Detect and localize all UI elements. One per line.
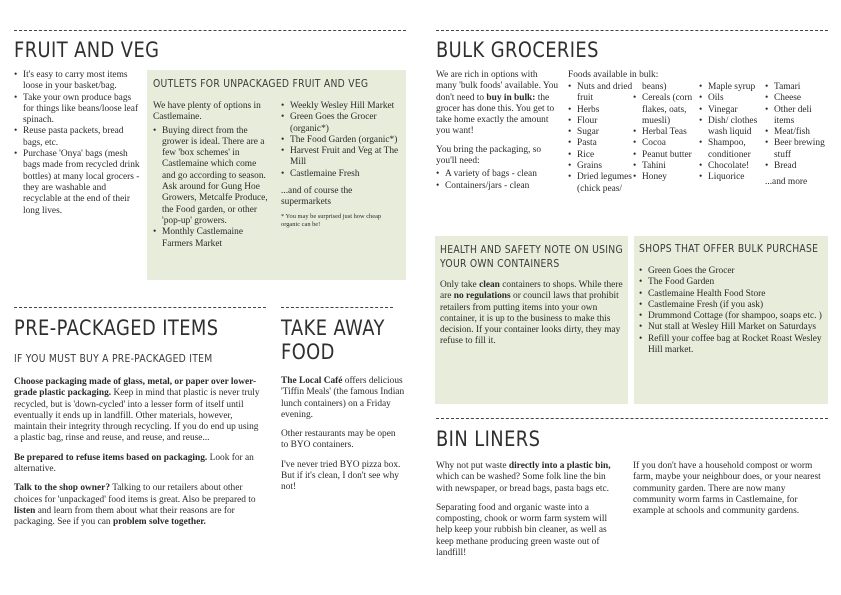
list-item: • Castlemaine Fresh bbox=[281, 169, 400, 180]
outlets-closing: ...and of course the supermarkets bbox=[281, 186, 353, 208]
outlets-right-column bbox=[281, 101, 400, 229]
section-divider bbox=[281, 307, 393, 308]
list-item: • Chocolate! bbox=[699, 161, 763, 172]
list-item: • Honey bbox=[633, 172, 697, 183]
list-item: • Green Goes the Grocer bbox=[639, 266, 822, 277]
bin-paragraph: Why not put waste directly into a plastic bin, which can be washed? Some folk line the bin with newspaper, or bread bags, pasta bags etc. bbox=[436, 461, 611, 494]
list-item: • Nut stall at Wesley Hill Market on Saturdays bbox=[639, 322, 822, 333]
bulk-foods-more: ...and more bbox=[765, 177, 808, 188]
list-item: • Harvest Fruit and Veg at The Mill bbox=[281, 146, 400, 169]
bulk-foods-label: Foods available in bulk: bbox=[568, 70, 659, 80]
bin-right-column bbox=[633, 461, 829, 517]
bulk-intro: We are rich in options with many 'bulk foods' available. You don't need to buy in bulk: the grocer has done this. You get to take home exactly the amount you want! bbox=[436, 70, 559, 137]
outlets-heading: OUTLETS FOR UNPACKAGED FRUIT AND VEG bbox=[153, 78, 369, 90]
bulk-shops-list bbox=[639, 266, 822, 356]
prepackaged-paragraph: Be prepared to refuse items based on packaging. Look for an alternative. bbox=[14, 452, 254, 475]
bin-paragraph: Separating food and organic waste into a composting, chook or worm farm system will help keep your rubbish bin cleaner, as well as keep methane producing green waste out of landfill! bbox=[436, 502, 608, 559]
list-item: • Reuse pasta packets, bread bags, etc. bbox=[14, 126, 142, 149]
list-item: • Herbal Teas bbox=[633, 127, 697, 138]
list-item-continued: beans) bbox=[642, 82, 667, 92]
bulk-bring: You bring the packaging, so you'll need: bbox=[436, 144, 542, 167]
list-item: • Castlemaine Health Food Store bbox=[639, 289, 822, 300]
list-item: • Cocoa bbox=[633, 138, 697, 149]
list-item: • Rice bbox=[568, 150, 634, 161]
outlets-footnote: * You may be surprised just how cheap organic can be! bbox=[281, 212, 382, 228]
list-item: • It's easy to carry most items loose in your basket/bag. bbox=[14, 70, 142, 93]
list-item: • Refill your coffee bag at Rocket Roast Wesley Hill market. bbox=[639, 334, 822, 357]
bulk-heading: BULK GROCERIES bbox=[436, 38, 599, 62]
list-item: • Containers/jars - clean bbox=[436, 181, 564, 192]
bulk-foods-col2 bbox=[633, 82, 697, 184]
bin-liners-heading: BIN LINERS bbox=[436, 427, 541, 451]
list-item: • Cereals (corn flakes, oats, muesli) bbox=[633, 93, 697, 127]
list-item: • The Food Garden (organic*) bbox=[281, 135, 400, 146]
list-item: • Herbs bbox=[568, 105, 634, 116]
list-item: • Dried legumes (chick peas/ bbox=[568, 172, 634, 195]
list-item: • Castlemaine Fresh (if you ask) bbox=[639, 300, 822, 311]
list-item: • Take your own produce bags for things like beans/loose leaf spinach. bbox=[14, 93, 142, 127]
bulk-intro-block bbox=[436, 70, 560, 192]
bin-paragraph: If you don't have a household compost or worm farm, maybe your neighbour does, or your nearest community garden. There are now many community worm farms in Castlemaine, for example at schools and community gardens. bbox=[633, 461, 821, 517]
list-item: • Monthly Castlemaine Farmers Market bbox=[153, 227, 269, 250]
list-item: • Bread bbox=[765, 161, 829, 172]
list-item: • Weekly Wesley Hill Market bbox=[281, 101, 400, 112]
outlets-box bbox=[147, 70, 406, 280]
list-item: • Tamari bbox=[765, 82, 829, 93]
list-item: • Peanut butter bbox=[633, 150, 697, 161]
list-item: • A variety of bags - clean bbox=[436, 169, 564, 180]
list-item: • Dish/ clothes wash liquid bbox=[699, 116, 763, 139]
list-item: • Nuts and dried fruit bbox=[568, 82, 634, 105]
list-item: • Vinegar bbox=[699, 105, 763, 116]
list-item: • The Food Garden bbox=[639, 277, 822, 288]
bulk-foods-col1 bbox=[568, 82, 634, 195]
takeaway-heading: TAKE AWAY FOOD bbox=[281, 316, 385, 364]
list-item: • Oils bbox=[699, 93, 763, 104]
takeaway-paragraph: I've never tried BYO pizza box. But if it's clean, I don't see why not! bbox=[281, 459, 401, 493]
bulk-foods-col4 bbox=[765, 82, 829, 189]
bulk-foods-col3 bbox=[699, 82, 763, 184]
list-item: • Other deli items bbox=[765, 105, 829, 128]
prepackaged-subheading: IF YOU MUST BUY A PRE-PACKAGED ITEM bbox=[14, 353, 213, 365]
takeaway-paragraph: The Local Café offers delicious 'Tiffin Meals' (the famous Indian lunch containers) on a Friday evening. bbox=[281, 376, 405, 420]
list-item: • Beer brewing stuff bbox=[765, 138, 829, 161]
health-safety-box bbox=[435, 236, 628, 404]
takeaway-body bbox=[281, 376, 405, 494]
list-item: • Buying direct from the grower is ideal. There are a few 'box schemes' in Castlemaine which come and go according to season. Ask around for Gung Hoe Growers, Metcalfe Produce, the Food garden, or other 'pop-up' growers. bbox=[153, 126, 269, 228]
list-item: • Shampoo, conditioner bbox=[699, 138, 763, 161]
prepackaged-paragraph: Choose packaging made of glass, metal, or paper over lower-grade plastic packaging. Keep in mind that plastic is never truly recycled, but is 'down-cycled' into a lesser form of itself until eventually it ends up in landfill. Other materials, however, maintain their integrity through recycling. If you do end up using a plastic bag, rinse and reuse, and reuse, and reuse... bbox=[14, 377, 260, 444]
list-item: • Maple syrup bbox=[699, 82, 763, 93]
outlets-intro: We have plenty of options in Castlemaine. bbox=[153, 101, 261, 123]
section-divider bbox=[436, 418, 828, 419]
list-item: • Flour bbox=[568, 116, 634, 127]
list-item: • Purchase 'Onya' bags (mesh bags made from recycled drink bottles) at many local grocers - they are washable and recyclable at the end of their long lives. bbox=[14, 149, 142, 217]
fruit-veg-heading: FRUIT AND VEG bbox=[14, 38, 160, 62]
fruit-veg-list bbox=[14, 70, 142, 217]
bin-left-column bbox=[436, 461, 620, 559]
prepackaged-heading: PRE-PACKAGED ITEMS bbox=[14, 316, 219, 340]
outlets-left-column bbox=[153, 101, 269, 250]
section-divider bbox=[436, 30, 828, 31]
list-item: • Meat/fish bbox=[765, 127, 829, 138]
bulk-shops-heading: SHOPS THAT OFFER BULK PURCHASE bbox=[639, 243, 819, 255]
health-safety-heading: HEALTH AND SAFETY NOTE ON USING YOUR OWN CONTAINERS bbox=[440, 244, 623, 270]
list-item: • Drummond Cottage (for shampoo, soaps etc. ) bbox=[639, 311, 822, 322]
section-divider bbox=[14, 30, 406, 31]
list-item: • Liquorice bbox=[699, 172, 763, 183]
takeaway-paragraph: Other restaurants may be open to BYO containers. bbox=[281, 429, 396, 451]
prepackaged-body bbox=[14, 377, 262, 529]
section-divider bbox=[14, 307, 266, 308]
list-item: • Cheese bbox=[765, 93, 829, 104]
prepackaged-paragraph: Talk to the shop owner? Talking to our retailers about other choices for 'unpackaged' food items is great. Also be prepared to listen and learn from them about what their reasons are for packaging. See if you can problem solve together. bbox=[14, 483, 256, 528]
list-item: • Pasta bbox=[568, 138, 634, 149]
list-item: • Grains bbox=[568, 161, 634, 172]
list-item: • Tahini bbox=[633, 161, 697, 172]
health-safety-text: Only take clean containers to shops. While there are no regulations or council laws that prohibit retailers from putting items into your own container, it is up to the business to make this decision. If your container looks dirty, they may refuse to fill it. bbox=[440, 280, 623, 347]
bulk-shops-box bbox=[634, 236, 828, 404]
list-item: • Green Goes the Grocer (organic*) bbox=[281, 112, 400, 135]
list-item: • Sugar bbox=[568, 127, 634, 138]
